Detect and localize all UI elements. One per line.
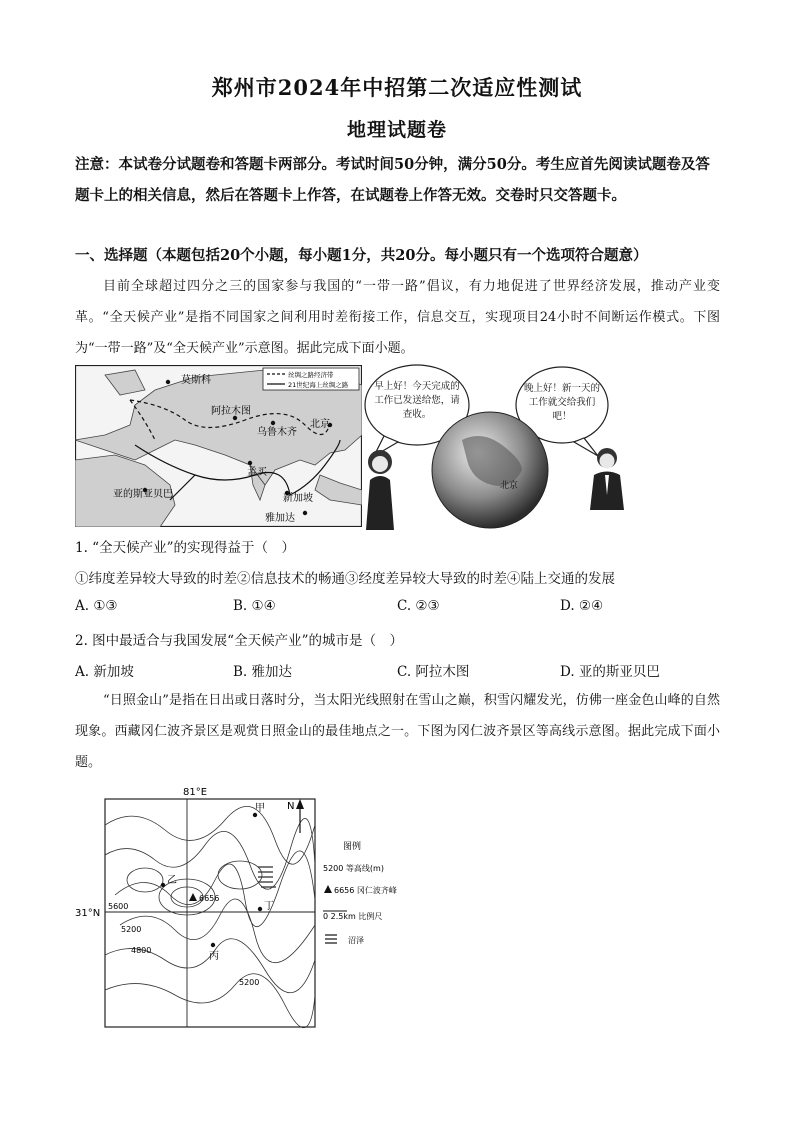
- contour-label-5200-west: 5200: [121, 925, 142, 934]
- q1-option-c[interactable]: C. ②③: [397, 598, 440, 614]
- legend-scale: 0 2.5km 比例尺: [323, 912, 383, 921]
- city-singapore: 新加坡: [283, 493, 313, 504]
- legend-sea-route: 21世纪海上丝绸之路: [288, 381, 349, 389]
- legend-swamp: 沼泽: [348, 936, 364, 945]
- point-bing: 丙: [209, 951, 219, 962]
- contour-label-5200-south: 5200: [239, 978, 260, 987]
- q1-option-d[interactable]: D. ②④: [560, 598, 604, 614]
- city-moscow: 莫斯科: [181, 375, 211, 386]
- belt-road-map: [75, 365, 362, 527]
- point-yi: 乙: [167, 875, 177, 886]
- passage-belt-road: 目前全球超过四分之三的国家参与我国的“一带一路”倡议，有力地促进了世界经济发展，推动产业变革。“全天候产业”是指不同国家之间利用时差衔接工作，信息交互，实现项目24小时不间断运作模式。下图为“一带一路”及“全天候产业”示意图。据此完成下面小题。: [75, 279, 720, 356]
- legend-land-route: 丝绸之路经济带: [288, 371, 334, 379]
- contour-label-5600: 5600: [108, 902, 129, 911]
- city-jakarta: 雅加达: [265, 513, 295, 524]
- question-1-statements: ①纬度差异较大导致的时差②信息技术的畅通③经度差异较大导致的时差④陆上交通的发展: [75, 571, 615, 587]
- page-title: 郑州市2024年中招第二次适应性测试: [211, 75, 583, 100]
- city-urumqi: 乌鲁木齐: [257, 427, 297, 438]
- q2-option-c[interactable]: C. 阿拉木图: [397, 664, 470, 680]
- city-almaty: 阿拉木图: [211, 406, 251, 417]
- parallel-label: 31°N: [75, 908, 101, 919]
- city-addis-ababa: 亚的斯亚贝巴: [113, 489, 173, 500]
- contour-label-4800: 4800: [131, 946, 152, 955]
- page-subtitle: 地理试题卷: [346, 119, 447, 141]
- question-2-stem: 2. 图中最适合与我国发展“全天候产业”的城市是（ ）: [75, 633, 403, 649]
- q2-option-a[interactable]: A. 新加坡: [75, 664, 134, 680]
- north-label: N: [287, 801, 295, 812]
- q2-option-d[interactable]: D. 亚的斯亚贝巴: [560, 664, 660, 680]
- passage-golden-mountain: “日照金山”是指在日出或日落时分，当太阳光线照射在雪山之巅，积雪闪耀发光，仿佛一座金色山峰的自然现象。西藏冈仁波齐景区是观赏日照金山的最佳地点之一。下图为冈仁波齐景区等高线示意图。据此完成下面小题。: [75, 693, 720, 770]
- peak-icon: [324, 885, 332, 893]
- exam-notice: 注意：本试卷分试题卷和答题卡两部分。考试时间50分钟，满分50分。考生应首先阅读试题卷及答题卡上的相关信息，然后在答题卡上作答，在试题卷上作答无效。交卷时只交答题卡。: [75, 156, 710, 204]
- left-speech-bubble: 早上好！今天完成的工作已发送给您，请查收。: [374, 381, 460, 420]
- all-weather-industry-cartoon: [362, 360, 662, 530]
- contour-map: [75, 785, 405, 1030]
- section-heading: 一、选择题（本题包括20个小题，每小题1分，共20分。每小题只有一个选项符合题意）: [75, 247, 648, 264]
- meridian-label: 81°E: [183, 787, 208, 798]
- right-speech-bubble: 晚上好！新一天的工作就交给我们吧！: [524, 383, 600, 422]
- city-beijing: 北京: [310, 419, 330, 430]
- peak-elevation: 6656: [199, 894, 220, 903]
- legend-contour: 5200 等高线(m): [323, 864, 384, 873]
- question-1-stem: 1. “全天候产业”的实现得益于（ ）: [75, 540, 295, 556]
- q1-option-b[interactable]: B. ①④: [233, 598, 276, 614]
- q1-option-a[interactable]: A. ①③: [75, 598, 118, 614]
- point-jia: 甲: [255, 803, 265, 814]
- point-ding: 丁: [264, 901, 274, 912]
- legend-peak: 6656 冈仁波齐峰: [334, 886, 397, 895]
- globe-label: 北京: [500, 481, 519, 491]
- q2-option-b[interactable]: B. 雅加达: [233, 664, 293, 680]
- city-mumbai: 孟买: [247, 467, 267, 478]
- swamp-icon: [325, 935, 337, 943]
- legend-title: 图例: [343, 842, 362, 852]
